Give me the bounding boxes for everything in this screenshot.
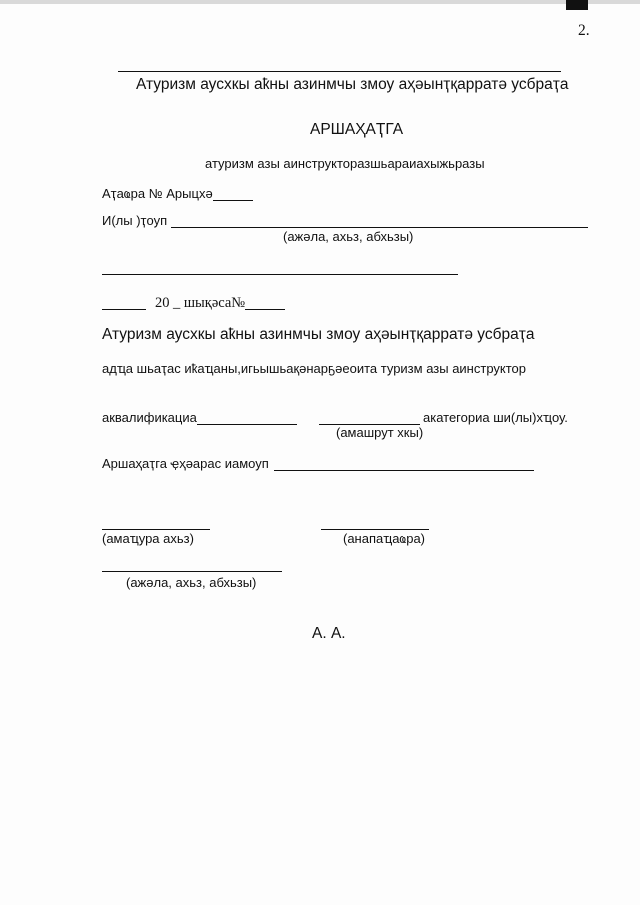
category-label: акатегориа ши(лы)хҵоу. xyxy=(423,410,568,425)
signature-blank-line xyxy=(321,529,429,530)
header-title: Атуризм аусхкы аҟны азинмчы змоу аҳәынҭқарратә усбраҭа xyxy=(136,76,569,93)
qualification-blank-line xyxy=(197,424,297,425)
stamp-mark: А. А. xyxy=(312,625,346,642)
org-line: Атуризм аусхкы аҟны азинмчы змоу аҳәынҭқарратә усбраҭа xyxy=(102,326,535,343)
doc-title: АРШАҲАҬГА xyxy=(310,121,404,138)
number-blank-line xyxy=(213,200,253,201)
number-label: Аҭаҩра № Арыцхә xyxy=(102,186,213,201)
date-prefix-line xyxy=(102,309,146,310)
position-blank-line xyxy=(102,529,210,530)
extra-blank-line xyxy=(102,274,458,275)
date-suffix-line xyxy=(245,309,285,310)
validity-blank-line xyxy=(274,470,534,471)
signature-caption: (анапаҵаҩра) xyxy=(343,531,426,546)
route-caption: (амашрут хкы) xyxy=(336,425,424,440)
date-mid: _ шықәса№ xyxy=(173,295,246,311)
name-blank-line xyxy=(171,227,588,228)
header-rule xyxy=(118,71,561,72)
scan-edge xyxy=(0,0,640,4)
name-label: И(лы )ҭоуп xyxy=(102,213,168,228)
signer-name-line xyxy=(102,571,282,572)
doc-subtitle: атуризм азы аинструкторазшьараиахыжьразы xyxy=(205,156,485,171)
corner-mark xyxy=(566,0,588,10)
name-caption: (ажәла, ахьз, абхьзы) xyxy=(283,229,414,244)
page-number: 2. xyxy=(578,22,590,39)
signer-name-caption: (ажәла, ахьз, абхьзы) xyxy=(126,575,257,590)
qualification-label: аквалификациа xyxy=(102,410,197,425)
date-year: 20 xyxy=(155,295,170,311)
position-caption: (амаҵура ахьз) xyxy=(102,531,194,546)
body-line: адҵа шьаҭас иҟаҵаны,игьышьақәнарҕәеоита туризм азы аинструктор xyxy=(102,361,527,376)
validity-label: Аршаҳаҭга ҿҳәарас иамоуп xyxy=(102,456,269,471)
